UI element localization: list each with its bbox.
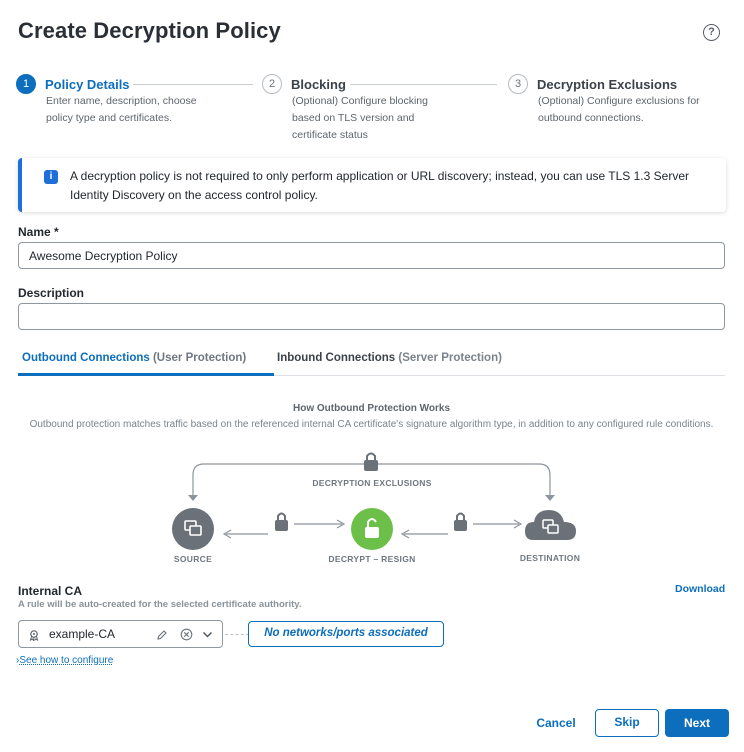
right-lock-icon: [454, 514, 467, 532]
no-networks-badge[interactable]: No networks/ports associated: [248, 621, 444, 647]
tab-inbound-connections[interactable]: [277, 352, 502, 364]
destination-label: DESTINATION: [519, 553, 581, 563]
step-desc-3a: (Optional) Configure exclusions for: [538, 95, 700, 107]
chevron-down-icon[interactable]: [202, 630, 213, 639]
internal-ca-title: Internal CA: [18, 584, 83, 598]
step-desc-1b: policy type and certificates.: [46, 112, 173, 124]
step-desc-2a: (Optional) Configure blocking: [292, 95, 428, 107]
tab-inbound-sub: (Server Protection): [398, 352, 502, 364]
destination-cloud-icon: [525, 510, 576, 540]
internal-ca-select[interactable]: [18, 620, 223, 648]
edit-pencil-icon[interactable]: [156, 629, 168, 641]
name-input[interactable]: [18, 242, 725, 269]
info-banner: [18, 158, 726, 212]
step-decryption-exclusions[interactable]: [508, 74, 728, 134]
tab-inbound-label: Inbound Connections: [277, 352, 396, 364]
arrow-to-source: [188, 495, 198, 501]
step-desc-1a: Enter name, description, choose: [46, 95, 197, 107]
internal-ca-value: example-CA: [49, 627, 116, 641]
tab-outbound-label: Outbound Connections: [22, 352, 150, 364]
next-button[interactable]: Next: [665, 709, 729, 737]
step-desc-3b: outbound connections.: [538, 112, 644, 124]
internal-ca-subtitle: A rule will be auto-created for the selected certificate authority.: [18, 599, 302, 610]
step-title-1: Policy Details: [45, 77, 130, 92]
tab-active-indicator: [18, 373, 274, 376]
decrypt-node-icon: [351, 508, 393, 550]
decrypt-resign-label: DECRYPT – RESIGN: [328, 554, 416, 564]
step-desc-2c: certificate status: [292, 129, 368, 141]
diagram-description: Outbound protection matches traffic based on the referenced internal CA certificate's signature algorithm type, in addition to any configured rule conditions.: [29, 419, 714, 430]
skip-button[interactable]: Skip: [595, 709, 659, 737]
outbound-flow-diagram: [0, 440, 744, 570]
left-lock-icon: [275, 514, 288, 532]
page-title: Create Decryption Policy: [18, 18, 281, 43]
step-policy-details[interactable]: [16, 74, 261, 134]
exclusions-label: DECRYPTION EXCLUSIONS: [312, 478, 432, 488]
step-number-1: 1: [16, 74, 36, 94]
certificate-icon: [28, 629, 40, 641]
step-title-2: Blocking: [291, 77, 346, 92]
description-input[interactable]: [18, 303, 725, 330]
help-icon[interactable]: ?: [703, 24, 720, 41]
description-label: Description: [18, 286, 85, 300]
step-title-3: Decryption Exclusions: [537, 77, 678, 92]
tab-outbound-sub: (User Protection): [152, 352, 247, 364]
source-node-icon: [172, 508, 214, 550]
tab-outbound-connections[interactable]: [22, 352, 246, 364]
step-number-3: 3: [508, 74, 528, 94]
name-label: Name *: [18, 225, 59, 239]
stepper: [0, 0, 744, 150]
info-banner-text: A decryption policy is not required to only perform application or URL discovery; instead, you can use TLS 1.3 Server Identity Discovery on the access control policy.: [70, 169, 689, 202]
diagram-title: How Outbound Protection Works: [292, 403, 451, 414]
download-link[interactable]: Download: [675, 583, 726, 595]
step-connector-1: [133, 84, 253, 85]
exclusions-lock-icon: [364, 454, 378, 472]
clear-icon[interactable]: [180, 628, 193, 641]
source-label: SOURCE: [173, 554, 213, 564]
ca-connector-line: [225, 634, 249, 635]
cancel-button[interactable]: Cancel: [536, 716, 576, 730]
step-connector-2: [350, 84, 497, 85]
info-icon: i: [44, 170, 58, 184]
chevron-right-icon: ›: [16, 655, 20, 666]
see-how-label: See how to configure: [19, 655, 114, 666]
step-number-2: 2: [262, 74, 282, 94]
see-how-to-configure-link[interactable]: [16, 655, 113, 666]
arrow-to-destination: [545, 495, 555, 501]
step-blocking[interactable]: [262, 74, 502, 144]
step-desc-2b: based on TLS version and: [292, 112, 415, 124]
